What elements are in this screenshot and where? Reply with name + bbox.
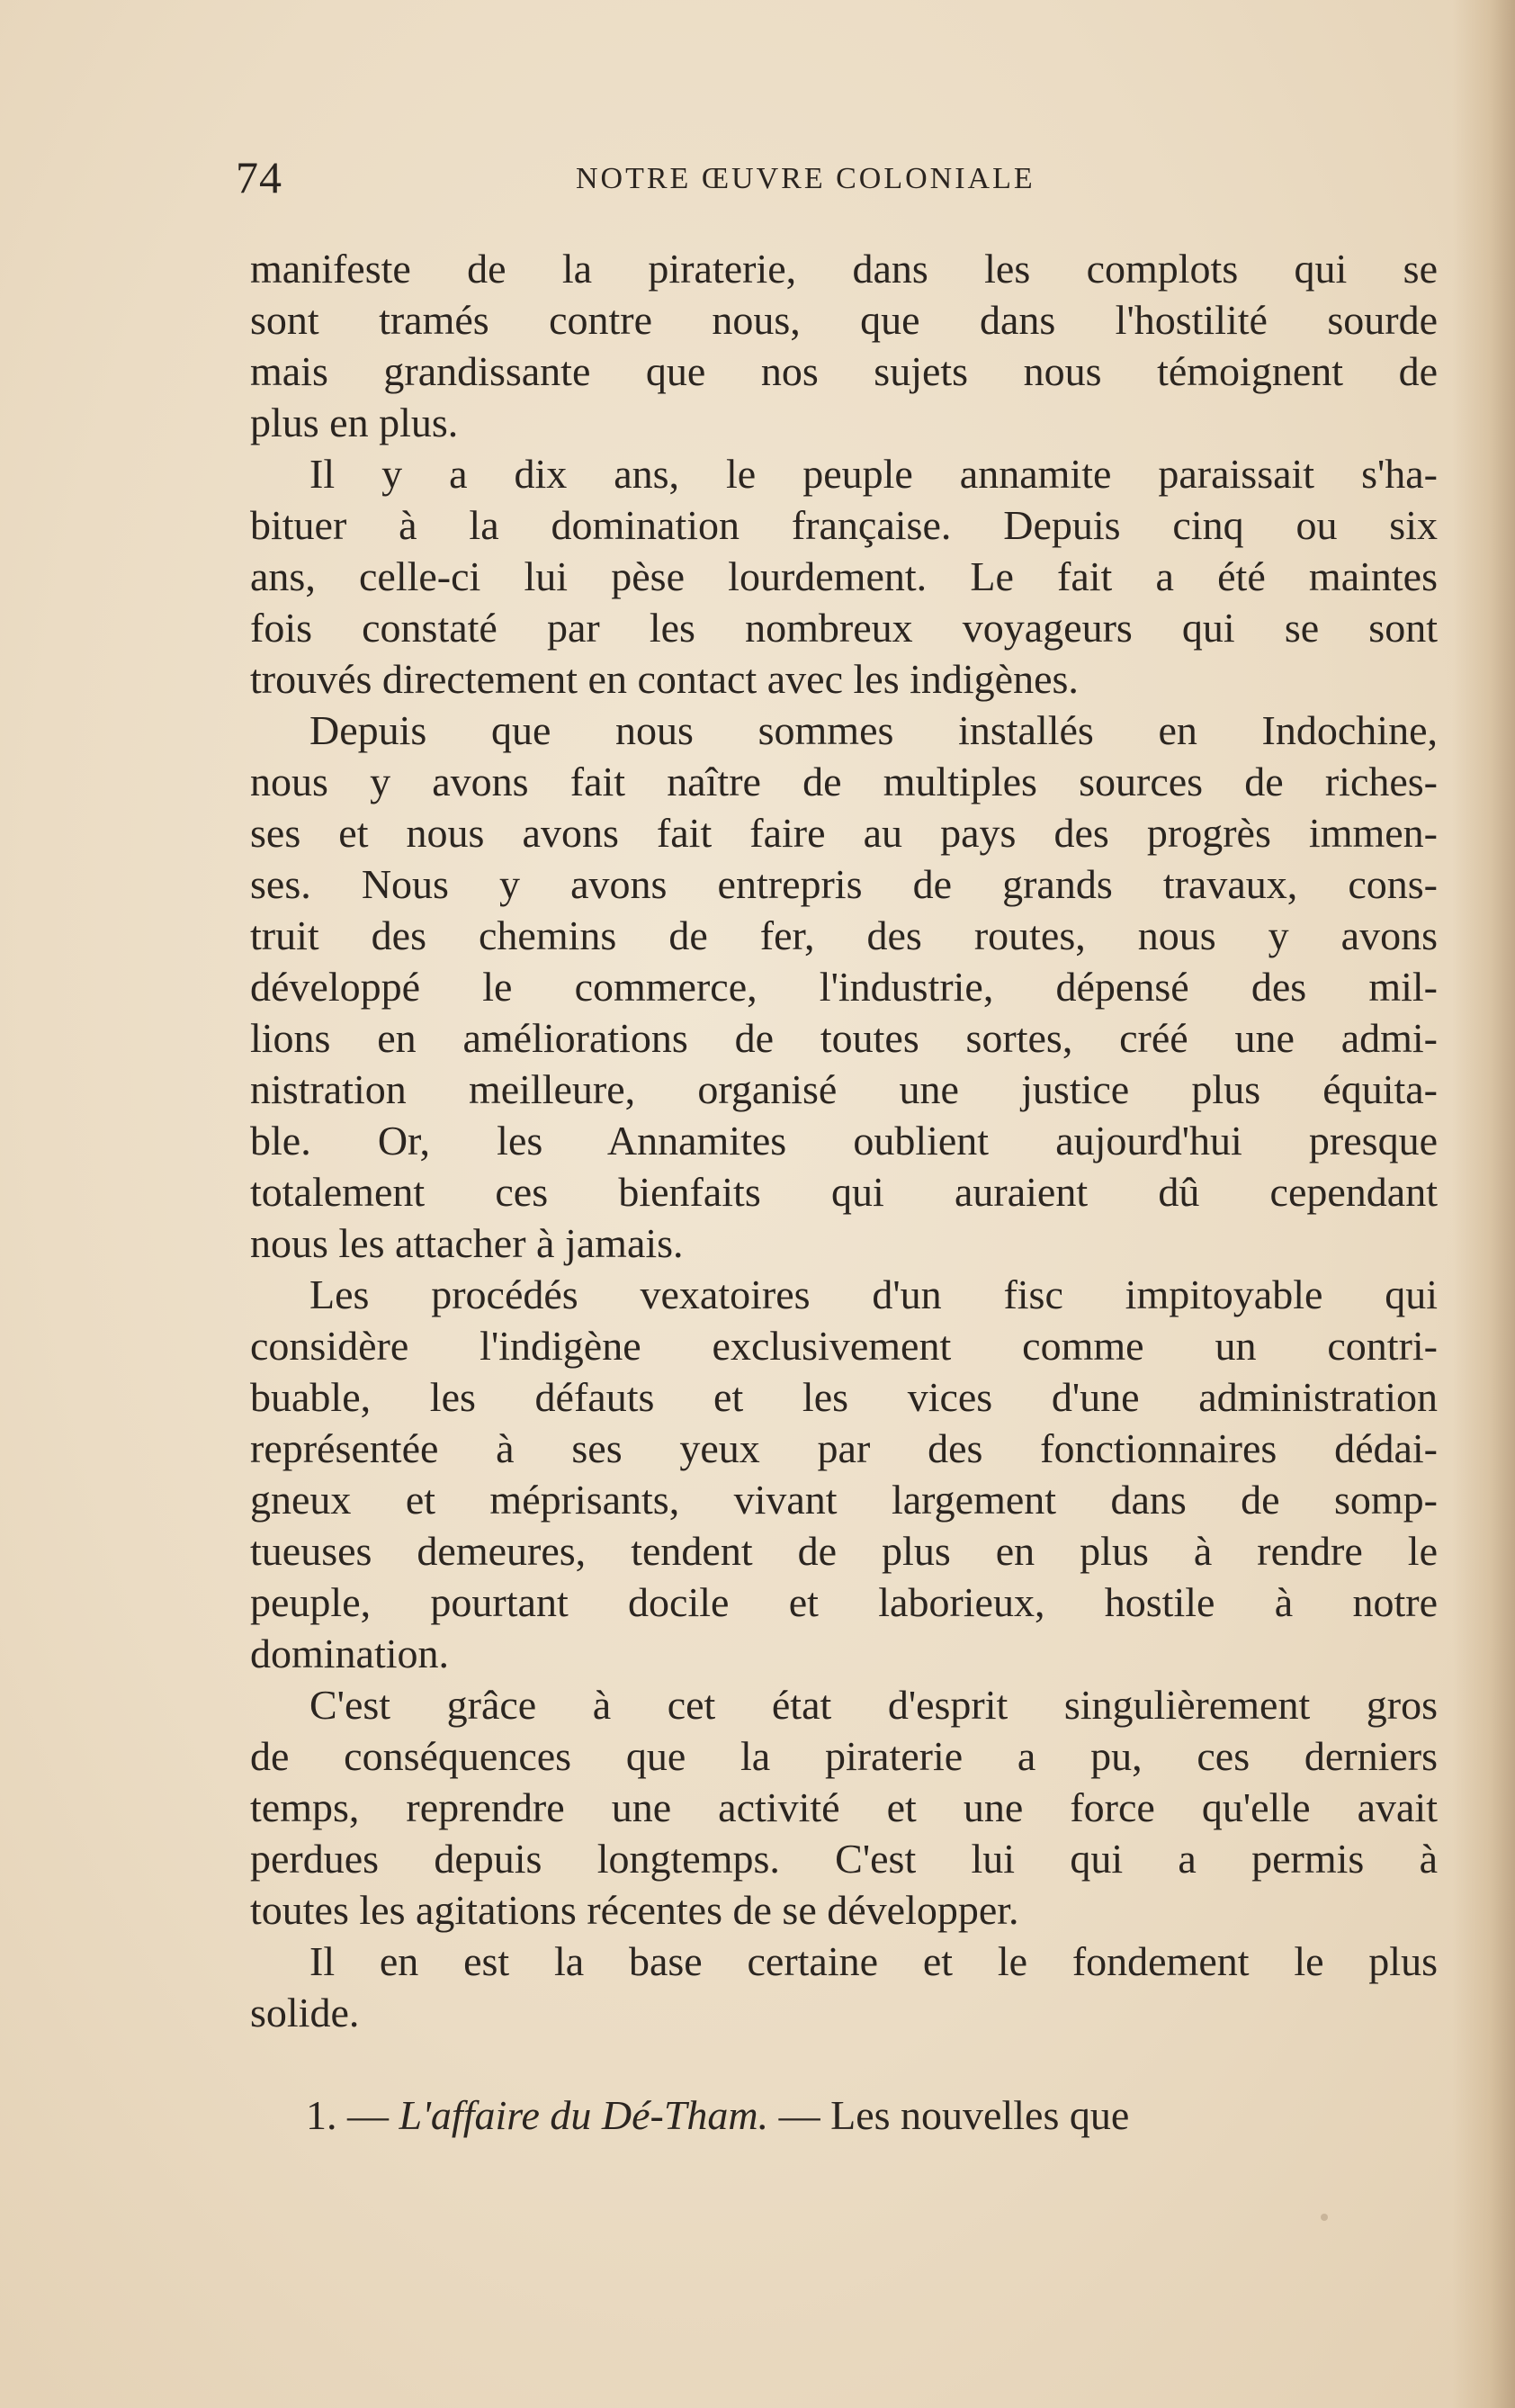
text-line: Il en est la base certaine et le fondement le plus bbox=[309, 1938, 1438, 1984]
body-text bbox=[250, 243, 1438, 2141]
text-line: Depuis que nous sommes installés en Indochine, bbox=[309, 707, 1438, 753]
text-line: développé le commerce, l'industrie, dépensé des mil- bbox=[250, 964, 1438, 1010]
text-line: ses. Nous y avons entrepris de grands travaux, cons- bbox=[250, 861, 1438, 907]
running-title: NOTRE ŒUVRE COLONIALE bbox=[576, 162, 1035, 195]
page-edge-shadow bbox=[1452, 0, 1515, 2408]
page-header bbox=[236, 151, 1459, 205]
text-line: domination. bbox=[250, 1631, 450, 1676]
text-line: représentée à ses yeux par des fonctionnaires dédai- bbox=[250, 1425, 1438, 1471]
section-number: 1. — bbox=[306, 2092, 389, 2138]
text-line: trouvés directement en contact avec les indigènes. bbox=[250, 656, 1079, 702]
text-line: sont tramés contre nous, que dans l'hostilité sourde bbox=[250, 297, 1438, 343]
text-line: nistration meilleure, organisé une justice plus équita- bbox=[250, 1066, 1438, 1112]
text-line: de conséquences que la piraterie a pu, ces derniers bbox=[250, 1733, 1438, 1779]
text-line: nous les attacher à jamais. bbox=[250, 1220, 684, 1266]
text-line: perdues depuis longtemps. C'est lui qui a permis à bbox=[250, 1836, 1438, 1882]
section-spacer bbox=[250, 2038, 1438, 2089]
paper-speck bbox=[1321, 2214, 1328, 2221]
text-line: ble. Or, les Annamites oublient aujourd'hui presque bbox=[250, 1118, 1438, 1164]
text-line: fois constaté par les nombreux voyageurs qui se sont bbox=[250, 605, 1438, 651]
text-line: buable, les défauts et les vices d'une administration bbox=[250, 1374, 1438, 1420]
text-line: Il y a dix ans, le peuple annamite paraissait s'ha- bbox=[309, 451, 1438, 497]
text-line: solide. bbox=[250, 1990, 360, 2035]
text-line: Les procédés vexatoires d'un fisc impitoyable qui bbox=[309, 1271, 1438, 1317]
text-line: ans, celle-ci lui pèse lourdement. Le fait a été maintes bbox=[250, 553, 1438, 599]
text-line: plus en plus. bbox=[250, 400, 459, 445]
text-line: temps, reprendre une activité et une force qu'elle avait bbox=[250, 1784, 1438, 1830]
text-line: lions en améliorations de toutes sortes, créé une admi- bbox=[250, 1015, 1438, 1061]
text-line: nous y avons fait naître de multiples sources de riches- bbox=[250, 759, 1438, 804]
text-line: gneux et méprisants, vivant largement dans de somp- bbox=[250, 1477, 1438, 1523]
page-number: 74 bbox=[236, 152, 282, 202]
text-line: considère l'indigène exclusivement comme un contri- bbox=[250, 1323, 1438, 1369]
section-rest: — Les nouvelles que bbox=[778, 2092, 1130, 2138]
text-line: ses et nous avons fait faire au pays des progrès immen- bbox=[250, 810, 1438, 856]
text-line: C'est grâce à cet état d'esprit singulièrement gros bbox=[309, 1682, 1438, 1728]
text-line: truit des chemins de fer, des routes, nous y avons bbox=[250, 912, 1438, 958]
section-heading bbox=[250, 2089, 1438, 2141]
text-line: totalement ces bienfaits qui auraient dû cependant bbox=[250, 1169, 1438, 1215]
text-line: mais grandissante que nos sujets nous témoignent de bbox=[250, 348, 1438, 394]
text-line: manifeste de la piraterie, dans les complots qui se bbox=[250, 246, 1438, 292]
text-line: tueuses demeures, tendent de plus en plus à rendre le bbox=[250, 1528, 1438, 1574]
text-line: peuple, pourtant docile et laborieux, hostile à notre bbox=[250, 1579, 1438, 1625]
text-line: toutes les agitations récentes de se développer. bbox=[250, 1887, 1019, 1933]
section-title: L'affaire du Dé-Tham. bbox=[399, 2092, 769, 2138]
text-line: bituer à la domination française. Depuis cinq ou six bbox=[250, 502, 1438, 548]
